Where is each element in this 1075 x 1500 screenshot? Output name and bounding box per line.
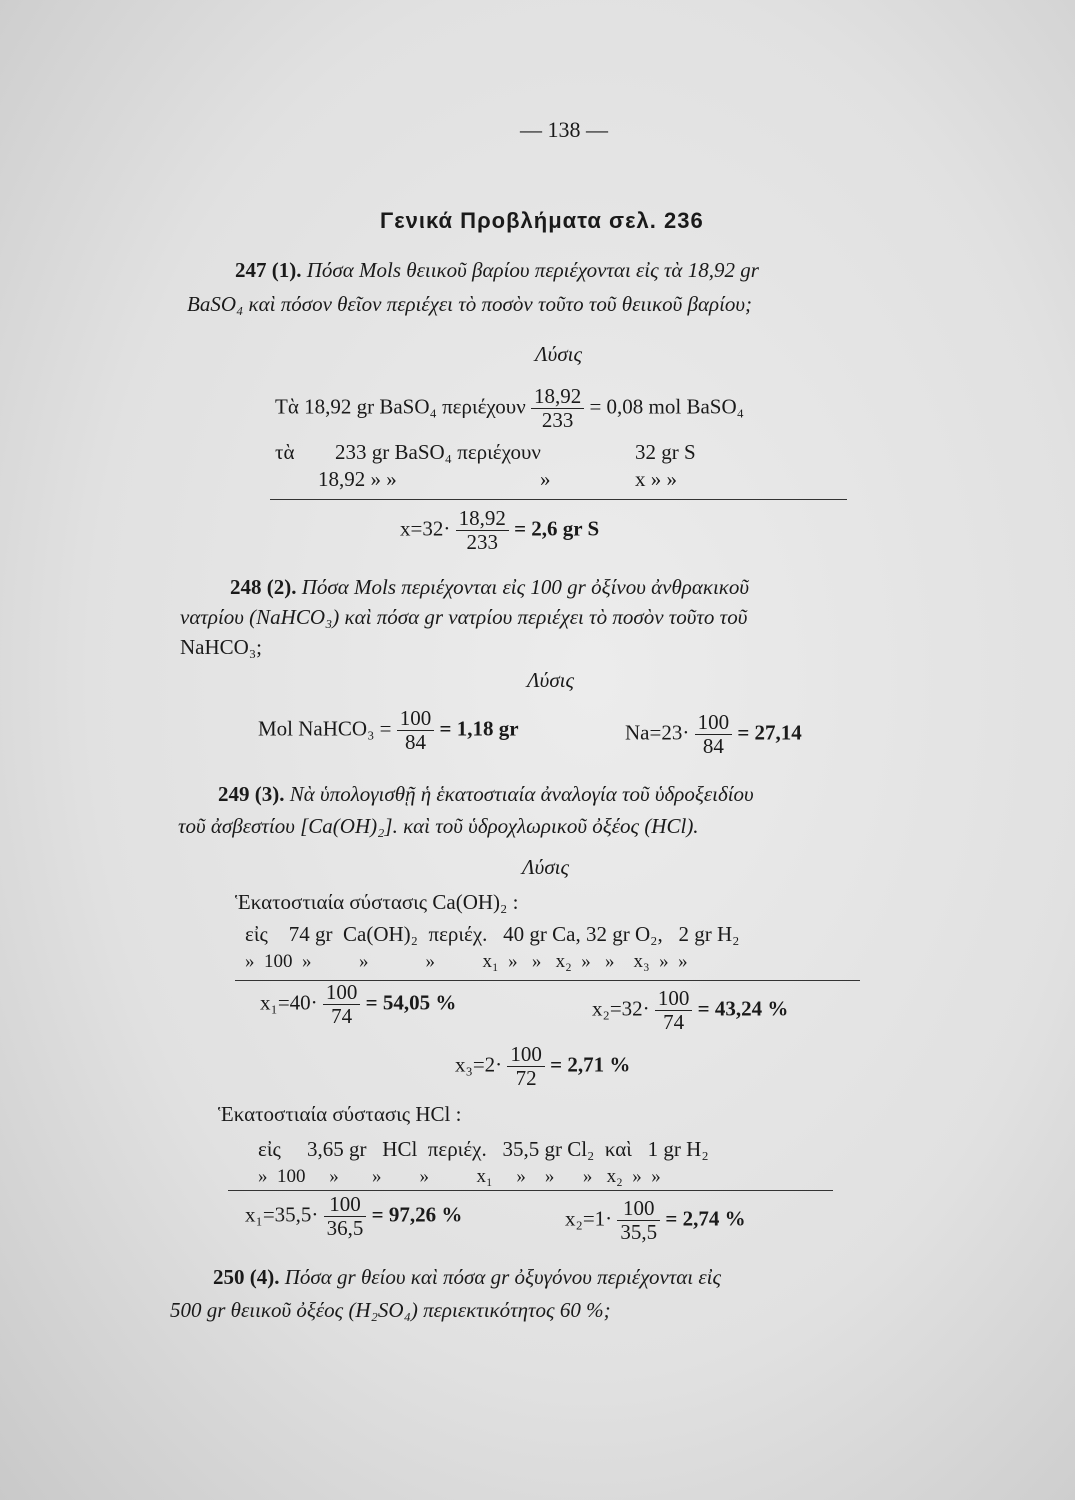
problem-247-result-fraction <box>456 507 509 554</box>
problem-249-hcl-heading: Ἑκατοστιαία σύστασις HCl : <box>218 1102 462 1126</box>
problem-249-ca-row-2: » 100 » » » x₁ » » x₂ » » x₃ » » <box>245 951 688 972</box>
fraction-numerator: 100 <box>617 1197 660 1221</box>
problem-249-hcl-row-1: εἰς 3,65 gr HCl περιέχ. 35,5 gr Cl₂ καὶ 1 gr H₂ <box>258 1137 709 1161</box>
problem-247-result-lhs: x=32· <box>400 516 451 541</box>
fraction-denominator: 84 <box>702 734 724 759</box>
problem-247-line-2c: 32 gr S <box>635 440 696 464</box>
fraction-numerator: 100 <box>695 711 733 735</box>
x2-fraction <box>655 987 693 1034</box>
fraction-numerator: 100 <box>507 1043 545 1067</box>
h1-result: = 97,26 % <box>371 1202 463 1227</box>
fraction-denominator: 233 <box>541 408 574 433</box>
problem-247-question <box>235 258 759 283</box>
problem-247-text-1: Πόσα Mols θειικοῦ βαρίου περιέχονται εἰς τὰ 18,92 gr <box>306 258 759 282</box>
problem-248-na-result: = 27,14 <box>737 720 802 745</box>
problem-247-line-1 <box>275 385 744 432</box>
problem-247-divider <box>270 499 847 500</box>
problem-248-na-lhs: Na=23· <box>625 720 690 745</box>
problem-249-solution-label: Λύσις <box>522 855 570 879</box>
problem-249-x1-line <box>260 981 456 1028</box>
fraction-numerator: 18,92 <box>456 507 509 531</box>
section-title: Γενικά Προβλήματα σελ. 236 <box>380 208 704 233</box>
problem-248-mol-lhs: Mol NaHCO₃ = <box>258 716 392 741</box>
fraction-numerator: 100 <box>397 707 435 731</box>
problem-248-number: 248 (2). <box>230 575 297 599</box>
problem-248-na-line <box>625 711 802 758</box>
problem-248-mol-fraction <box>397 707 435 754</box>
h2-lhs: x₂=1· <box>565 1206 613 1231</box>
problem-248-na-fraction <box>695 711 733 758</box>
problem-249-hcl-divider <box>228 1190 833 1191</box>
h1-fraction <box>324 1193 367 1240</box>
problem-250-text-1: Πόσα gr θείου καὶ πόσα gr ὀξυγόνου περιέχονται εἰς <box>284 1265 722 1289</box>
problem-249-ca-row-1: εἰς 74 gr Ca(OH)₂ περιέχ. 40 gr Ca, 32 gr O₂, 2 gr H₂ <box>245 922 740 946</box>
problem-247-solution-label: Λύσις <box>535 342 583 366</box>
problem-248-mol-line <box>258 707 519 754</box>
problem-250-question <box>213 1265 721 1290</box>
fraction-denominator: 36,5 <box>326 1216 364 1241</box>
problem-249-question <box>218 782 754 807</box>
x3-result: = 2,71 % <box>550 1052 631 1077</box>
fraction-numerator: 100 <box>323 981 361 1005</box>
problem-249-text-1: Νὰ ὑπολογισθῇ ἡ ἑκατοστιαία ἀναλογία τοῦ ὑδροξειδίου <box>289 782 754 806</box>
fraction-numerator: 18,92 <box>531 385 584 409</box>
fraction-denominator: 233 <box>466 530 498 555</box>
problem-249-hcl-row-2: » 100 » » » x₁ » » » x₂ » » <box>258 1166 661 1187</box>
problem-247-line-1-text: Τὰ 18,92 gr BaSO₄ περιέχουν <box>275 394 526 419</box>
problem-248-text-3: NaHCO₃; <box>180 635 262 659</box>
fraction-denominator: 84 <box>405 730 426 755</box>
h2-result: = 2,74 % <box>665 1206 746 1231</box>
problem-249-h2-line <box>565 1197 746 1244</box>
problem-247-line-3a: 18,92 » » <box>318 467 397 491</box>
problem-248-solution-label: Λύσις <box>527 668 575 692</box>
problem-247-number: 247 (1). <box>235 258 302 282</box>
problem-249-h1-line <box>245 1193 462 1240</box>
problem-248-text-1: Πόσα Mols περιέχονται εἰς 100 gr ὀξίνου ἀνθρακικοῦ <box>301 575 750 599</box>
fraction-denominator: 35,5 <box>620 1220 658 1245</box>
problem-247-line-1-result: = 0,08 mol BaSO₄ <box>589 394 744 419</box>
fraction-numerator: 100 <box>655 987 693 1011</box>
x1-result: = 54,05 % <box>365 990 457 1015</box>
problem-247-fraction-1 <box>531 385 584 432</box>
problem-250-number: 250 (4). <box>213 1265 280 1289</box>
x3-lhs: x₃=2· <box>455 1052 503 1077</box>
fraction-denominator: 74 <box>331 1004 353 1029</box>
x1-lhs: x₁=40· <box>260 990 318 1015</box>
problem-249-x2-line <box>592 987 788 1034</box>
problem-247-line-2b: 233 gr BaSO₄ περιέχουν <box>335 440 541 464</box>
problem-248-mol-result: = 1,18 gr <box>439 716 519 741</box>
problem-247-line-2a: τὰ <box>275 440 295 464</box>
x2-result: = 43,24 % <box>697 996 789 1021</box>
h1-lhs: x₁=35,5· <box>245 1202 319 1227</box>
problem-247-result-value: = 2,6 gr S <box>514 516 600 541</box>
problem-247-text-2: BaSO₄ καὶ πόσον θεῖον περιέχει τὸ ποσὸν τοῦτο τοῦ θειικοῦ βαρίου; <box>187 292 753 316</box>
x3-fraction <box>507 1043 545 1090</box>
problem-247-line-3c: x » » <box>635 467 677 491</box>
problem-249-text-2: τοῦ ἀσβεστίου [Ca(OH)₂]. καὶ τοῦ ὑδροχλωρικοῦ ὀξέος (HCl). <box>178 814 699 838</box>
problem-248-text-2: νατρίου (NaHCO₃) καὶ πόσα gr νατρίου περιέχει τὸ ποσὸν τοῦτο τοῦ <box>180 605 748 629</box>
h2-fraction <box>617 1197 660 1244</box>
problem-249-x3-line <box>455 1043 630 1090</box>
problem-249-ca-heading: Ἑκατοστιαία σύστασις Ca(OH)₂ : <box>235 890 519 914</box>
x1-fraction <box>323 981 361 1028</box>
fraction-numerator: 100 <box>324 1193 367 1217</box>
fraction-denominator: 74 <box>663 1010 685 1035</box>
problem-250-text-2: 500 gr θειικοῦ ὀξέος (H₂SO₄) περιεκτικότητος 60 %; <box>170 1298 611 1322</box>
page-number: — 138 — <box>520 117 608 142</box>
problem-249-number: 249 (3). <box>218 782 285 806</box>
problem-247-result <box>400 507 599 554</box>
x2-lhs: x₂=32· <box>592 996 650 1021</box>
problem-247-line-3b: » <box>540 467 551 491</box>
problem-248-question <box>230 575 749 600</box>
fraction-denominator: 72 <box>515 1066 537 1091</box>
